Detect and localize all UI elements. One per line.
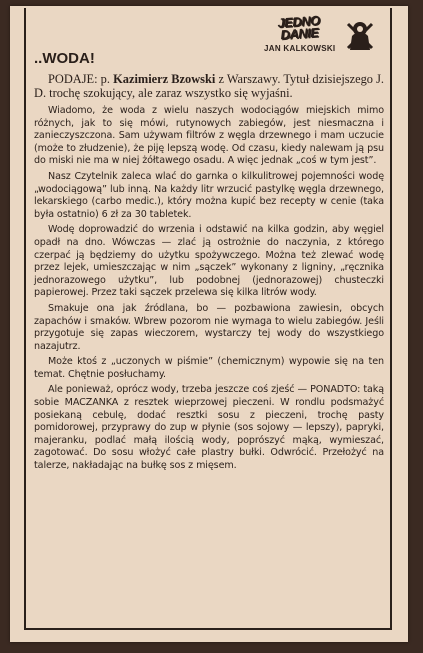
body-paragraph: Smakuje ona jak źródlana, bo — pozbawiona zawiesin, obcych zapachów i smaków. Wbrew pozorom nie wymaga to wielu zabiegów. Jeśli przygotuje się zapas wieczorem, wystarczy tej wody do wszystkiego nazajutrz. (34, 302, 384, 352)
column-logo (264, 14, 382, 58)
body-paragraph: Może ktoś z „uczonych w piśmie” (chemicznym) wypowie się na ten temat. Chętnie posłuchamy. (34, 356, 384, 380)
body-paragraph: Nasz Czytelnik zaleca wlać do garnka o kilkulitrowej pojemności wodę „wodociągową” lub inną. Na każdy litr wrzucić pastylkę węgla drzewnego, lekarskiego (carbo medic.), który można kupić bez recepty w cenie (taka była ostatnio) 6 zł za 30 tabletek. (34, 170, 384, 220)
lead-prefix: PODAJE: p. (48, 72, 114, 86)
logo-title: JEDNO DANIE (276, 12, 321, 43)
body-paragraph: Wodę doprowadzić do wrzenia i odstawić na kilka godzin, aby węgiel opadł na dno. Wówczas — zlać ją ostrożnie do naczynia, z którego czerpać ją będziemy do użytku spożywczego. Można też zlewać wodę przez lejek, umieszczając w nim „sączek” wykonany z ligniny, „ręcznika jednorazowego użytku”, lub podobnej (jednorazowej) chusteczki papierowej. Przez taki sączek przelewa się kilka litrów wody. (34, 224, 384, 299)
article-body (34, 72, 384, 476)
article-frame (24, 8, 392, 630)
lead-author: Kazimierz Bzowski (113, 72, 216, 86)
body-paragraph: Ale ponieważ, oprócz wody, trzeba jeszcze coś zjeść — PONADTO: taką sobie MACZANKA z resztek wieprzowej pieczeni. W rondlu podsmażyć posiekaną cebulę, dodać resztki sosu z pieczeni, trochę pasty pomidorowej, przyprawy do zup w płynie (sos sojowy — lepszy), papryki, majeranku, podlać małą ilością wody, poprószyć mąką, wymieszać, zagotować. Do sosu włożyć całe plastry bułki. Odwrócić. Przełożyć na talerze, nakładając na bułkę sos z mięsem. (34, 384, 384, 472)
article-heading: ..WODA! (34, 50, 95, 67)
lead-suffix: z Warszawy. Tytuł dzisiejszego J. D. trochę szokujący, ale zaraz wszystko się wyjaśni. (34, 72, 385, 100)
chef-icon (340, 14, 380, 54)
logo-author: JAN KALKOWSKI (264, 44, 336, 53)
body-paragraph: Wiadomo, że woda z wielu naszych wodociągów miejskich mimo różnych, jak to się mówi, rutynowych zabiegów, jest niesmaczna i zanieczyszczona. Sam używam filtrów z węgla drzewnego i mam uczucie (może to złudzenie), że piję lepszą wodę. Od czasu, kiedy nalewam ją psu do miski nie ma w niej żółtawego osadu. A więc jednak „coś w tym jest”. (34, 105, 384, 167)
lead-paragraph (34, 72, 384, 100)
newspaper-clipping (10, 6, 408, 642)
